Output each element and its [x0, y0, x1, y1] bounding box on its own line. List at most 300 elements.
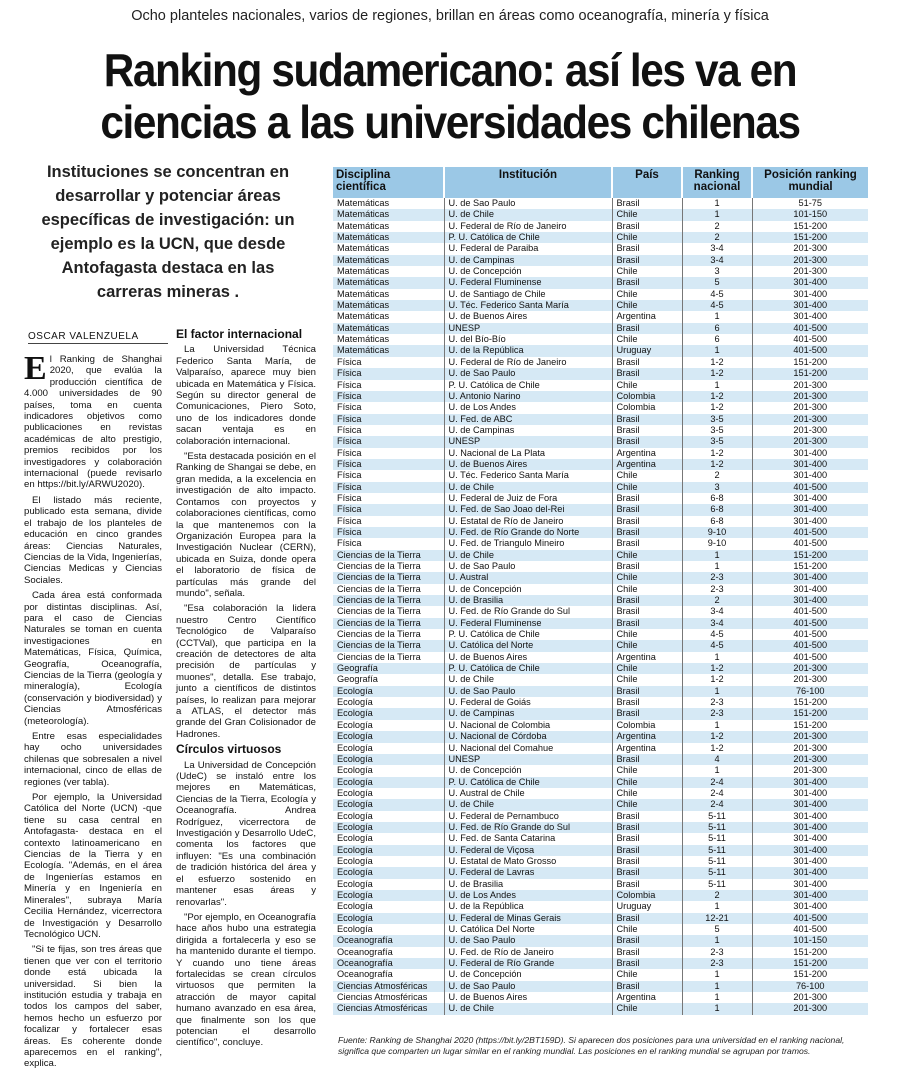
cell-disciplina: Matemáticas — [333, 255, 444, 266]
cell-disciplina: Física — [333, 504, 444, 515]
cell-posicion-mundial: 401-500 — [752, 482, 868, 493]
cell-disciplina: Ciencias de la Tierra — [333, 618, 444, 629]
table-row — [333, 652, 868, 663]
cell-institucion: U. Federal de Goiás — [444, 697, 612, 708]
cell-posicion-mundial: 401-500 — [752, 345, 868, 356]
cell-institucion: P. U. Católica de Chile — [444, 380, 612, 391]
cell-institucion: U. de Buenos Aires — [444, 459, 612, 470]
table-row — [333, 538, 868, 549]
header-ranking-nacional: Ranking nacional — [682, 167, 752, 198]
cell-institucion: U. Católica del Norte — [444, 640, 612, 651]
table-row — [333, 833, 868, 844]
cell-posicion-mundial: 301-400 — [793, 492, 828, 503]
col2-paragraph: "Esa colaboración la lidera nuestro Centro Científico Tecnológico de Valparaíso (CCTVal), que participa en la creación de detectores de alta precisión de partículas y muones", detalla. Ese trabajo, junto a científicos de distintos países, lo realizan para mejorar a ATLAS, el detector más grande del Gran Colisionador de Hadrones. — [176, 603, 316, 740]
table-row — [333, 856, 868, 867]
table-row — [333, 516, 868, 527]
cell-ranking-nacional: 1 — [682, 1003, 752, 1014]
table-row — [333, 618, 868, 629]
cell-ranking-nacional: 2-3 — [682, 958, 752, 969]
cell-posicion-mundial: 401-500 — [752, 913, 868, 924]
table-row — [333, 799, 868, 810]
cell-disciplina: Matemáticas — [333, 277, 444, 288]
cell-institucion: U. Federal de Río de Janeiro — [444, 357, 612, 368]
table-row — [333, 266, 868, 277]
cell-pais: Argentina — [612, 459, 682, 470]
cell-ranking-nacional: 1 — [682, 561, 752, 572]
cell-posicion-mundial: 151-200 — [793, 969, 828, 980]
cell-posicion-mundial: 401-500 — [752, 527, 868, 538]
cell-institucion: U. de Concepción — [444, 969, 612, 980]
cell-posicion-mundial: 301-400 — [793, 470, 828, 481]
cell-pais: Brasil — [612, 516, 682, 527]
cell-institucion: U. Federal de Pernambuco — [444, 811, 612, 822]
table-row — [333, 981, 868, 992]
cell-ranking-nacional: 6 — [682, 323, 752, 334]
cell-ranking-nacional: 1 — [682, 345, 752, 356]
cell-ranking-nacional: 2-4 — [682, 799, 752, 810]
cell-posicion-mundial: 301-400 — [793, 855, 828, 866]
cell-posicion-mundial: 301-400 — [752, 822, 868, 833]
cell-institucion: U. Téc. Federico Santa María — [444, 470, 612, 481]
cell-pais: Brasil — [612, 822, 682, 833]
kicker: Ocho planteles nacionales, varios de regiones, brillan en áreas como oceanografía, minería y física — [131, 8, 769, 24]
cell-pais: Chile — [612, 969, 682, 980]
cell-pais: Brasil — [612, 561, 682, 572]
cell-institucion: U. de Santiago de Chile — [444, 289, 612, 300]
table-row — [333, 368, 868, 379]
cell-posicion-mundial: 201-300 — [793, 424, 828, 435]
cell-institucion: P. U. Católica de Chile — [444, 777, 612, 788]
cell-ranking-nacional: 4-5 — [682, 300, 752, 311]
cell-posicion-mundial: 401-500 — [793, 334, 828, 345]
cell-posicion-mundial: 301-400 — [793, 878, 828, 889]
cell-ranking-nacional: 3-5 — [682, 414, 752, 425]
table-row — [333, 663, 868, 674]
cell-institucion: U. de Sao Paulo — [444, 935, 612, 946]
table-row — [333, 414, 868, 425]
cell-pais: Chile — [612, 799, 682, 810]
table-row — [333, 504, 868, 515]
headline-line1: Ranking sudamericano: así les va en — [103, 44, 797, 96]
cell-posicion-mundial: 401-500 — [793, 606, 828, 617]
cell-posicion-mundial: 151-200 — [752, 232, 868, 243]
cell-ranking-nacional: 6-8 — [682, 504, 752, 515]
cell-institucion: U. Federal Fluminense — [444, 277, 612, 288]
cell-institucion: U. Federal Fluminense — [444, 618, 612, 629]
cell-institucion: U. Téc. Federico Santa María — [444, 300, 612, 311]
cell-ranking-nacional: 3-5 — [682, 436, 752, 447]
table-row — [333, 391, 868, 402]
cell-posicion-mundial: 151-200 — [752, 708, 868, 719]
cell-posicion-mundial: 301-400 — [793, 833, 828, 844]
table-row — [333, 243, 868, 254]
cell-pais: Chile — [612, 470, 682, 481]
col2-paragraph: "Esta destacada posición en el Ranking de Shangai se debe, en gran medida, a la excelencia en investigación de alto impacto. Contamos con proyectos y colaboraciones científicas, como la que mantenemos con la Organización Europea para la Investigación Nuclear (CERN), ubicada en Suiza, donde opera el laboratorio de física de partículas más grande del mundo", señala. — [176, 451, 316, 599]
cell-disciplina: Ciencias Atmosféricas — [333, 981, 444, 992]
table-row — [333, 425, 868, 436]
cell-posicion-mundial: 201-300 — [752, 731, 868, 742]
cell-disciplina: Matemáticas — [333, 311, 444, 322]
cell-disciplina: Matemáticas — [333, 334, 444, 345]
table-row — [333, 686, 868, 697]
table-row — [333, 879, 868, 890]
table-row — [333, 198, 868, 209]
cell-posicion-mundial: 151-200 — [793, 946, 828, 957]
cell-posicion-mundial: 301-400 — [793, 901, 828, 912]
cell-ranking-nacional: 2-3 — [682, 572, 752, 583]
cell-ranking-nacional: 5 — [682, 924, 752, 935]
cell-posicion-mundial: 151-200 — [793, 561, 828, 571]
cell-pais: Brasil — [612, 867, 682, 878]
cell-posicion-mundial: 151-200 — [752, 368, 868, 379]
col2-paragraph: "Por ejemplo, en Oceanografía hace años hubo una estrategia dirigida a fortalecerla y eso se ha mantenido durante el tiempo. Y cuando uno tiene áreas fortalecidas se crean círculos virtuosos que permiten la atracción de mayor capital humano avanzado en esa área, que finalmente son los que potencian el desarrollo científico", concluye. — [176, 911, 316, 1049]
cell-pais: Argentina — [612, 992, 682, 1003]
cell-ranking-nacional: 1 — [682, 720, 752, 731]
cell-posicion-mundial: 51-75 — [798, 198, 822, 208]
cell-ranking-nacional: 5-11 — [682, 833, 752, 844]
table-row — [333, 595, 868, 606]
table-row — [333, 969, 868, 980]
cell-institucion: U. Fed. de Triangulo Mineiro — [444, 538, 612, 549]
cell-posicion-mundial: 401-500 — [752, 323, 868, 334]
headline-line2: ciencias a las universidades chilenas — [100, 96, 800, 148]
cell-ranking-nacional: 5-11 — [682, 811, 752, 822]
cell-posicion-mundial: 201-300 — [752, 391, 868, 402]
cell-disciplina: Ecología — [333, 913, 444, 924]
table-row — [333, 1003, 868, 1014]
cell-institucion: U. Federal de Río Grande — [444, 958, 612, 969]
cell-pais: Argentina — [612, 652, 682, 663]
table-body — [333, 198, 868, 1015]
cell-disciplina: Física — [333, 493, 444, 504]
cell-posicion-mundial: 301-400 — [752, 799, 868, 810]
cell-ranking-nacional: 2-3 — [682, 947, 752, 958]
cell-disciplina: Física — [333, 516, 444, 527]
header-disciplina: Disciplina científica — [333, 167, 444, 198]
cell-institucion: U. Federal de Río de Janeiro — [444, 221, 612, 232]
cell-pais: Brasil — [612, 708, 682, 719]
cell-institucion: U. Antonio Narino — [444, 391, 612, 402]
cell-ranking-nacional: 1 — [682, 209, 752, 220]
table-row — [333, 311, 868, 322]
cell-ranking-nacional: 3-4 — [682, 606, 752, 617]
cell-disciplina: Física — [333, 402, 444, 413]
cell-institucion: UNESP — [444, 754, 612, 765]
cell-pais: Chile — [612, 674, 682, 685]
cell-disciplina: Ecología — [333, 833, 444, 844]
cell-disciplina: Ecología — [333, 867, 444, 878]
cell-pais: Brasil — [612, 606, 682, 617]
cell-disciplina: Ecología — [333, 879, 444, 890]
table-row — [333, 731, 868, 742]
cell-institucion: U. Federal de Viçosa — [444, 845, 612, 856]
cell-institucion: U. de Sao Paulo — [444, 981, 612, 992]
table-row — [333, 720, 868, 731]
cell-posicion-mundial: 401-500 — [793, 629, 828, 640]
cell-pais: Chile — [612, 640, 682, 651]
cell-posicion-mundial: 301-400 — [793, 288, 828, 299]
table-row — [333, 232, 868, 243]
cell-institucion: P. U. Católica de Chile — [444, 232, 612, 243]
cell-posicion-mundial: 76-100 — [752, 981, 868, 992]
cell-institucion: U. de Buenos Aires — [444, 992, 612, 1003]
cell-disciplina: Ecología — [333, 686, 444, 697]
cell-ranking-nacional: 2-4 — [682, 777, 752, 788]
table-row — [333, 629, 868, 640]
cell-institucion: U. Nacional del Comahue — [444, 743, 612, 754]
col1-paragraph: "Si te fijas, son tres áreas que tienen que ver con el territorio donde está ubicada la universidad. Si bien la institución estudia y trabaja en todos los campos del saber, hemos hecho un esfuerzo por focalizar y fortalecer esas áreas. Es coherente donde aparecemos en el ranking", explica. — [24, 944, 162, 1070]
cell-institucion: UNESP — [444, 436, 612, 447]
cell-institucion: U. de Sao Paulo — [444, 561, 612, 572]
cell-institucion: U. Fed. de Río Grande do Norte — [444, 527, 612, 538]
cell-posicion-mundial: 201-300 — [752, 1003, 868, 1014]
cell-pais: Brasil — [612, 436, 682, 447]
cell-ranking-nacional: 2 — [682, 890, 752, 901]
cell-disciplina: Matemáticas — [333, 345, 444, 356]
cell-institucion: U. de Chile — [444, 674, 612, 685]
cell-ranking-nacional: 2-3 — [682, 697, 752, 708]
table-row — [333, 300, 868, 311]
cell-pais: Brasil — [612, 686, 682, 697]
table-row — [333, 697, 868, 708]
cell-pais: Chile — [612, 1003, 682, 1014]
table-row — [333, 913, 868, 924]
cell-posicion-mundial: 301-400 — [793, 810, 828, 821]
table-row — [333, 708, 868, 719]
cell-ranking-nacional: 1-2 — [682, 368, 752, 379]
cell-pais: Brasil — [612, 856, 682, 867]
cell-ranking-nacional: 4-5 — [682, 289, 752, 300]
cell-ranking-nacional: 1 — [682, 901, 752, 912]
cell-disciplina: Física — [333, 436, 444, 447]
cell-posicion-mundial: 301-400 — [752, 572, 868, 583]
table-row — [333, 901, 868, 912]
cell-posicion-mundial: 151-200 — [752, 958, 868, 969]
cell-institucion: U. Fed. de Santa Catarina — [444, 833, 612, 844]
cell-posicion-mundial: 201-300 — [752, 414, 868, 425]
cell-institucion: U. Fed. de Río de Janeiro — [444, 947, 612, 958]
cell-disciplina: Ecología — [333, 720, 444, 731]
cell-institucion: U. de Los Andes — [444, 890, 612, 901]
cell-posicion-mundial: 301-400 — [793, 583, 828, 594]
cell-disciplina: Ecología — [333, 765, 444, 776]
cell-institucion: U. de Chile — [444, 799, 612, 810]
cell-institucion: U. de la República — [444, 901, 612, 912]
cell-posicion-mundial: 301-400 — [752, 890, 868, 901]
cell-posicion-mundial: 151-200 — [752, 550, 868, 561]
table-row — [333, 754, 868, 765]
cell-ranking-nacional: 5-11 — [682, 845, 752, 856]
cell-pais: Brasil — [612, 845, 682, 856]
cell-pais: Chile — [612, 380, 682, 391]
cell-posicion-mundial: 301-400 — [752, 777, 868, 788]
table-row — [333, 777, 868, 788]
cell-disciplina: Ciencias de la Tierra — [333, 584, 444, 595]
table-row — [333, 561, 868, 572]
cell-posicion-mundial: 201-300 — [793, 742, 828, 753]
cell-posicion-mundial: 201-300 — [793, 243, 828, 254]
cell-disciplina: Ecología — [333, 822, 444, 833]
table-row — [333, 867, 868, 878]
table-row — [333, 345, 868, 356]
cell-disciplina: Física — [333, 391, 444, 402]
table-row — [333, 527, 868, 538]
source-note: Fuente: Ranking de Shanghai 2020 (https://bit.ly/2BT159D). Si aparecen dos posiciones para una universidad en el ranking nacional, significa que comparten un lugar similar en el ranking mundial. Las posiciones en el ranking mundial se agrupan por tramos. — [338, 1035, 845, 1056]
cell-disciplina: Ecología — [333, 731, 444, 742]
cell-pais: Brasil — [612, 198, 682, 209]
cell-ranking-nacional: 9-10 — [682, 538, 752, 549]
cell-ranking-nacional: 5-11 — [682, 879, 752, 890]
lead-paragraph: Instituciones se concentran en desarrollar y potenciar áreas específicas de investigación: un ejemplo es la UCN, que desde Antofagasta destaca en las carreras mineras . — [41, 163, 295, 301]
cell-disciplina: Ciencias de la Tierra — [333, 550, 444, 561]
table-row — [333, 890, 868, 901]
cell-posicion-mundial: 76-100 — [752, 686, 868, 697]
cell-pais: Chile — [612, 289, 682, 300]
cell-pais: Chile — [612, 584, 682, 595]
cell-posicion-mundial: 201-300 — [793, 992, 828, 1003]
table-row — [333, 674, 868, 685]
dropcap: E — [24, 350, 47, 387]
table-row — [333, 765, 868, 776]
cell-pais: Brasil — [612, 958, 682, 969]
cell-institucion: U. Nacional de La Plata — [444, 448, 612, 459]
cell-pais: Brasil — [612, 811, 682, 822]
cell-pais: Chile — [612, 334, 682, 345]
cell-institucion: U. Fed. de Sao Joao del-Rei — [444, 504, 612, 515]
cell-pais: Chile — [612, 663, 682, 674]
cell-posicion-mundial: 201-300 — [752, 255, 868, 266]
cell-ranking-nacional: 6 — [682, 334, 752, 345]
cell-institucion: U. de Brasilia — [444, 595, 612, 606]
cell-ranking-nacional: 3-4 — [682, 255, 752, 266]
cell-disciplina: Ecología — [333, 697, 444, 708]
cell-institucion: U. Estatal de Mato Grosso — [444, 856, 612, 867]
cell-disciplina: Ciencias Atmosféricas — [333, 1003, 444, 1014]
cell-posicion-mundial: 301-400 — [752, 300, 868, 311]
cell-disciplina: Física — [333, 482, 444, 493]
cell-disciplina: Matemáticas — [333, 221, 444, 232]
cell-disciplina: Ciencias de la Tierra — [333, 629, 444, 640]
cell-disciplina: Geografía — [333, 663, 444, 674]
table-row — [333, 380, 868, 391]
cell-ranking-nacional: 1-2 — [682, 391, 752, 402]
cell-disciplina: Ecología — [333, 890, 444, 901]
cell-disciplina: Geografía — [333, 674, 444, 685]
cell-disciplina: Oceanografía — [333, 935, 444, 946]
cell-ranking-nacional: 3-4 — [682, 243, 752, 254]
table-row — [333, 470, 868, 481]
table-row — [333, 448, 868, 459]
cell-posicion-mundial: 201-300 — [793, 674, 828, 685]
cell-disciplina: Física — [333, 459, 444, 470]
cell-ranking-nacional: 2-3 — [682, 584, 752, 595]
cell-disciplina: Física — [333, 380, 444, 391]
cell-pais: Brasil — [612, 255, 682, 266]
cell-posicion-mundial: 301-400 — [793, 447, 828, 458]
cell-pais: Brasil — [612, 323, 682, 334]
cell-disciplina: Ecología — [333, 845, 444, 856]
table-header-row — [333, 167, 868, 198]
cell-institucion: U. de Chile — [444, 550, 612, 561]
cell-pais: Brasil — [612, 243, 682, 254]
cell-ranking-nacional: 1 — [682, 686, 752, 697]
cell-disciplina: Ecología — [333, 856, 444, 867]
cell-pais: Brasil — [612, 947, 682, 958]
col1-paragraph: Por ejemplo, la Universidad Católica del Norte (UCN) -que tiene su casa central en Antofagasta- destaca en el contexto latinoamericano en Ciencias de la Tierra y en Ecología. "Además, en el área de Ingenierías estamos en Minería y en Ingeniería en Minerales", subraya María Cecilia Hernández, vicerrectora de Investigación y Desarrollo Tecnológico UCN. — [24, 792, 162, 940]
article-column-2 — [176, 327, 316, 1053]
cell-institucion: U. de Los Andes — [444, 402, 612, 413]
cell-pais: Brasil — [612, 277, 682, 288]
cell-institucion: U. Nacional de Córdoba — [444, 731, 612, 742]
cell-disciplina: Matemáticas — [333, 289, 444, 300]
cell-institucion: U. de Campinas — [444, 708, 612, 719]
cell-posicion-mundial: 301-400 — [752, 845, 868, 856]
cell-disciplina: Ecología — [333, 788, 444, 799]
cell-pais: Uruguay — [612, 345, 682, 356]
cell-pais: Argentina — [612, 731, 682, 742]
table-row — [333, 947, 868, 958]
cell-ranking-nacional: 1-2 — [682, 674, 752, 685]
cell-pais: Brasil — [612, 697, 682, 708]
cell-posicion-mundial: 401-500 — [793, 924, 828, 934]
cell-disciplina: Ecología — [333, 901, 444, 912]
cell-ranking-nacional: 9-10 — [682, 527, 752, 538]
ranking-table — [333, 167, 868, 1015]
cell-ranking-nacional: 2 — [682, 470, 752, 481]
cell-pais: Brasil — [612, 595, 682, 606]
cell-institucion: U. de Sao Paulo — [444, 686, 612, 697]
cell-posicion-mundial: 151-200 — [793, 719, 828, 730]
cell-posicion-mundial: 201-300 — [752, 663, 868, 674]
cell-posicion-mundial: 301-400 — [793, 515, 828, 526]
cell-institucion: U. Austral de Chile — [444, 788, 612, 799]
cell-ranking-nacional: 1 — [682, 550, 752, 561]
cell-posicion-mundial: 201-300 — [793, 266, 828, 277]
cell-disciplina: Ciencias de la Tierra — [333, 606, 444, 617]
cell-disciplina: Matemáticas — [333, 209, 444, 220]
cell-pais: Chile — [612, 629, 682, 640]
cell-disciplina: Ciencias de la Tierra — [333, 595, 444, 606]
cell-pais: Brasil — [612, 221, 682, 232]
cell-posicion-mundial: 101-150 — [752, 209, 868, 220]
subhead-circulos-virtuosos: Círculos virtuosos — [176, 742, 282, 757]
cell-disciplina: Matemáticas — [333, 300, 444, 311]
cell-posicion-mundial: 301-400 — [793, 787, 828, 798]
cell-disciplina: Ecología — [333, 708, 444, 719]
cell-institucion: U. Fed. de Río Grande do Sul — [444, 822, 612, 833]
cell-ranking-nacional: 1 — [682, 969, 752, 980]
cell-institucion: U. de Chile — [444, 1003, 612, 1014]
cell-institucion: U. Federal de Minas Gerais — [444, 913, 612, 924]
cell-ranking-nacional: 4-5 — [682, 629, 752, 640]
table-row — [333, 255, 868, 266]
cell-pais: Brasil — [612, 493, 682, 504]
table-row — [333, 992, 868, 1003]
table-row — [333, 323, 868, 334]
table-row — [333, 289, 868, 300]
cell-pais: Chile — [612, 266, 682, 277]
cell-pais: Argentina — [612, 743, 682, 754]
table-row — [333, 357, 868, 368]
cell-pais: Colombia — [612, 402, 682, 413]
cell-disciplina: Física — [333, 368, 444, 379]
cell-ranking-nacional: 3 — [682, 266, 752, 277]
cell-institucion: U. Austral — [444, 572, 612, 583]
cell-disciplina: Ecología — [333, 924, 444, 935]
cell-disciplina: Ciencias de la Tierra — [333, 652, 444, 663]
cell-institucion: UNESP — [444, 323, 612, 334]
cell-institucion: U. Federal de Paraiba — [444, 243, 612, 254]
